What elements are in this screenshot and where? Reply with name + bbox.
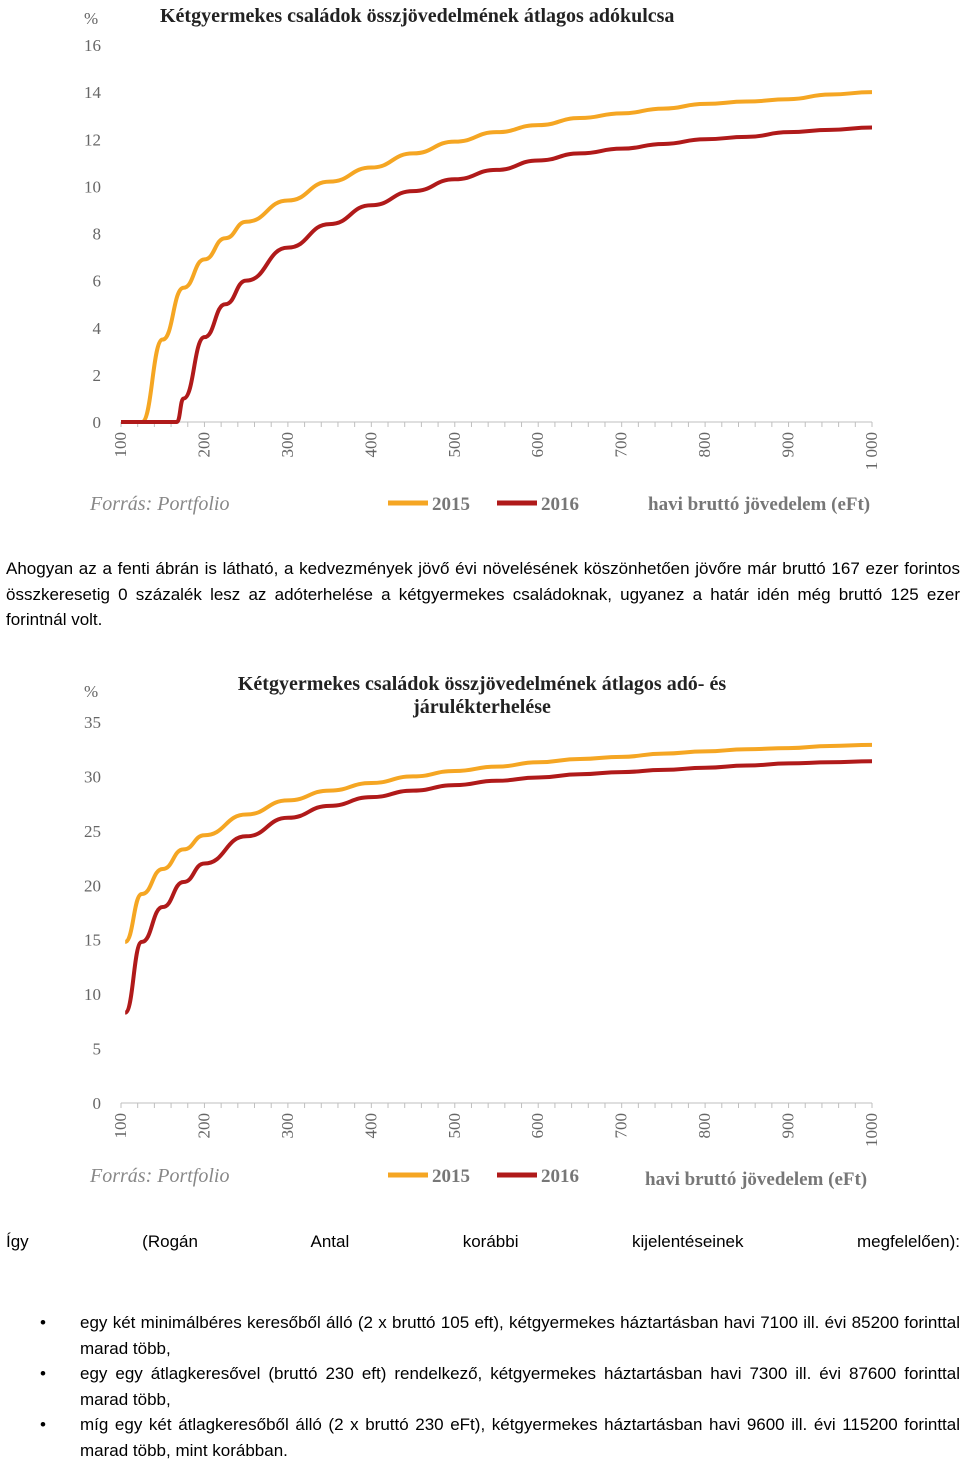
chart-series (125, 745, 872, 1013)
x-tick-label: 800 (695, 432, 715, 458)
chart-axes (121, 1103, 872, 1108)
list-item (0, 1361, 960, 1412)
x-tick-label: 400 (361, 1113, 381, 1139)
list-item (0, 1310, 960, 1361)
chart-title-line1: Kétgyermekes családok összjövedelmének átlagos adó- és (237, 673, 727, 695)
chart-source: Forrás: Portfolio (90, 1165, 230, 1187)
y-unit-label: % (84, 9, 99, 28)
x-tick-label: 200 (194, 432, 214, 458)
x-tick-label: 300 (277, 1113, 297, 1139)
legend-label-2015: 2015 (432, 1166, 470, 1187)
y-tick-label: 2 (92, 365, 101, 385)
y-tick-label: 14 (84, 83, 101, 103)
list-item (0, 1412, 960, 1463)
bullet-icon: • (40, 1313, 46, 1332)
x-tick-label: 600 (528, 1113, 548, 1139)
x-tick-label: 1 000 (862, 432, 881, 471)
x-tick-labels (111, 432, 881, 470)
x-axis-label: havi bruttó jövedelem (eFt) (648, 494, 871, 515)
paragraph-summary: Így (Rogán Antal korábbi kijelentéseinek megfelelően): (6, 1232, 960, 1251)
y-tick-label: 5 (92, 1039, 101, 1059)
legend-label-2016: 2016 (541, 1166, 579, 1187)
x-tick-label: 900 (778, 432, 798, 458)
list-item-text: egy két minimálbéres keresőből álló (2 x bruttó 105 eft), kétgyermekes háztartásban havi 7100 ill. évi 85200 forinttal marad több, (80, 1313, 960, 1358)
x-tick-label: 500 (444, 1113, 464, 1139)
y-tick-label: 30 (84, 767, 101, 787)
chart-axes (121, 422, 872, 427)
x-tick-label: 300 (277, 432, 297, 458)
chart-tax-rate-svg (0, 0, 960, 525)
legend-label-2016: 2016 (541, 494, 579, 515)
bullet-list (0, 1310, 960, 1463)
series-line-2015 (121, 92, 872, 422)
y-tick-label: 15 (84, 930, 101, 950)
chart-tax-rate (0, 0, 960, 525)
y-tick-label: 0 (92, 413, 101, 432)
x-axis-label: havi bruttó jövedelem (eFt) (645, 1169, 868, 1190)
x-tick-label: 900 (778, 1113, 798, 1139)
series-line-2015 (125, 745, 872, 942)
y-tick-labels (84, 713, 101, 1113)
chart-title: Kétgyermekes családok összjövedelmének átlagos adókulcsa (160, 5, 675, 27)
x-tick-label: 400 (361, 432, 381, 458)
paragraph-intro: Ahogyan az a fenti ábrán is látható, a kedvezmények jövő évi növelésének köszönhetően jövőre már bruttó 167 ezer forintos összkeresetig 0 százalék lesz az adóterhelése a kétgyermekes családoknak, ugyanez a határ idén még bruttó 125 ezer forintnál volt. (6, 559, 960, 629)
x-tick-label: 700 (611, 1113, 631, 1139)
x-tick-label: 700 (611, 432, 631, 458)
series-line-2016 (125, 761, 872, 1012)
y-tick-label: 10 (84, 177, 101, 197)
y-tick-label: 12 (84, 130, 101, 150)
list-item-text: míg egy két átlagkeresőből álló (2 x bruttó 230 eFt), kétgyermekes háztartásban havi 9600 ill. évi 115200 forinttal marad több, mint korábban. (80, 1415, 960, 1460)
y-tick-labels (84, 36, 102, 432)
x-tick-label: 500 (444, 432, 464, 458)
chart-source: Forrás: Portfolio (90, 493, 230, 515)
x-tick-label: 100 (111, 432, 130, 458)
y-tick-label: 4 (92, 318, 101, 338)
x-tick-label: 1000 (862, 1113, 881, 1147)
chart-tax-contribution (0, 665, 960, 1200)
chart-tax-contribution-svg (0, 665, 960, 1200)
y-tick-label: 10 (84, 985, 101, 1005)
y-tick-label: 16 (84, 36, 101, 55)
bullet-icon: • (40, 1415, 46, 1434)
x-tick-labels (111, 1113, 881, 1147)
chart-title-line2: járulékterhelése (413, 696, 551, 718)
series-line-2016 (121, 127, 872, 422)
x-tick-label: 200 (194, 1113, 214, 1139)
legend-label-2015: 2015 (432, 494, 470, 515)
x-tick-label: 800 (695, 1113, 715, 1139)
x-tick-label: 600 (528, 432, 548, 458)
chart-series (121, 92, 872, 422)
y-tick-label: 25 (84, 821, 101, 841)
y-tick-label: 35 (84, 713, 101, 732)
y-tick-label: 0 (92, 1094, 101, 1113)
list-item-text: egy egy átlagkeresővel (bruttó 230 eft) rendelkező, kétgyermekes háztartásban havi 7300 ill. évi 87600 forinttal marad több, (80, 1364, 960, 1409)
bullet-icon: • (40, 1364, 46, 1383)
y-tick-label: 6 (92, 271, 101, 291)
y-unit-label: % (84, 682, 99, 701)
x-tick-label: 100 (111, 1113, 130, 1139)
y-tick-label: 8 (92, 224, 101, 244)
y-tick-label: 20 (84, 876, 101, 896)
